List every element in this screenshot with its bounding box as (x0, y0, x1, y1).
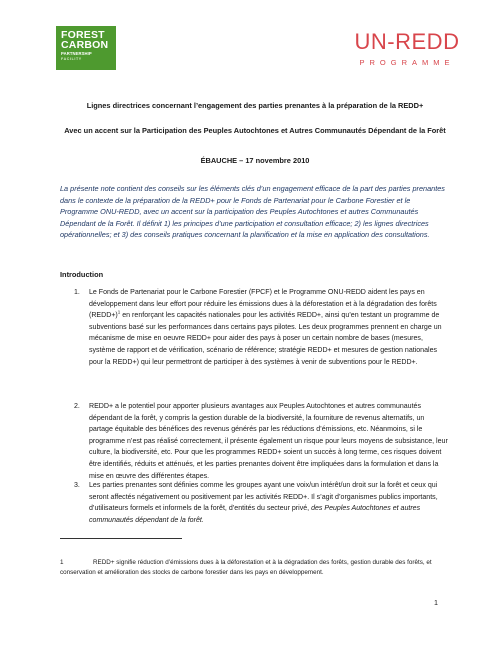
fcpf-logo-line2: CARBON (61, 39, 109, 51)
paragraph-text: REDD+ a le potentiel pour apporter plusieurs avantages aux Peuples Autochtones et autres communautés dépendant de la forêt, y compris la gestion durable de la biodiversité, la fourniture de revenus alternatifs, un partage équitable des bénéfices des revenus générés par les réductions d’émissions, etc. Néanmoins, si le programme n’est pas réalisé correctement, il présente également un risque pour leurs moyens de subsistance, leur culture, la biodiversité, etc. Pour que les programmes REDD+ soient un succès à long terme, ces risques doivent être identifiés, réduits et atténués, et les parties prenantes doivent être impliquées dans la formulation et dans la mise en œuvre des différentes étapes. (89, 403, 448, 480)
fcpf-logo (56, 26, 116, 70)
footnote-number: 1 (60, 559, 64, 566)
paragraph-text (89, 480, 448, 526)
fcpf-logo-line1: FOREST (61, 29, 105, 41)
document-subtitle: Avec un accent sur la Participation des Peuples Autochtones et Autres Communautés Dépendant de la Forêt (64, 126, 446, 135)
paragraph-text-part: Le Fonds de Partenariat pour le Carbone Forestier (FPCF) et le Programme ONU-REDD aident les pays en développement dans leur effort pour réduire les émissions dues à la déforestation et à la dégradation des forêts (REDD+) (89, 289, 437, 320)
paragraph-text-part: en renforçant les capacités nationales pour les activités REDD+, ainsi qu’en testant un programme de subventions basé sur les performances dans certains pays pilotes. Les deux programmes prennent en charge un mécanisme de mise en oeuvre REDD+ pour aider des pays à poser un certain nombre de bases (mesures, système de rapport et de vérification, scénario de référence; stratégie REDD+ et mesures de gestion nationales pour la REDD+) qui leur permettront de participer à des systèmes à venir de subventions pour le REDD+. (89, 312, 442, 366)
paragraph-text (89, 287, 448, 368)
fcpf-logo-line3: PARTNERSHIP (61, 51, 92, 56)
intro-note: La présente note contient des conseils sur les éléments clés d’un engagement efficace de la part des parties prenantes dans le contexte de la préparation de la REDD+ pour le Fonds de Partenariat pour le Carbone Forestier et le Programme ONU-REDD, avec un accent sur la participation des Peuples Autochtones et autres Communautés Dépendant de la Forêt. Il définit 1) les principes d’une participation et consultation efficace; 2) les lignes directrices opérationnelles; et 3) des conseils pratiques concernant la planification et la mise en application des consultations. (60, 184, 445, 240)
footnote-divider (60, 538, 182, 539)
draft-date: ÉBAUCHE – 17 novembre 2010 (200, 156, 310, 165)
paragraph-number: 2. (74, 403, 80, 410)
paragraph-number: 1. (74, 289, 80, 296)
page-number: 1 (434, 598, 438, 607)
document-title: Lignes directrices concernant l’engagement des parties prenantes à la préparation de la REDD+ (86, 101, 424, 110)
footnote-text: REDD+ signifie réduction d’émissions dues à la déforestation et à la dégradation des forêts, gestion durable des forêts, et conservation et amélioration des stocks de carbone forestier dans les pays en développement. (60, 559, 432, 576)
unredd-logo-title: UN-REDD (354, 29, 460, 54)
footnote-reference[interactable]: 1 (117, 309, 121, 315)
paragraph-number: 3. (74, 482, 80, 489)
section-heading-introduction: Introduction (60, 270, 104, 279)
footnote (60, 558, 450, 577)
paragraph-text-italic: des Peuples Autochtones et autres communautés dépendant de la forêt. (89, 505, 421, 524)
unredd-logo-subtitle: PROGRAMME (359, 58, 455, 67)
fcpf-logo-line4: FACILITY (61, 57, 82, 61)
paragraph-text-part: Les parties prenantes sont définies comme les groupes ayant une voix/un intérêt/un droit sur la forêt et ceux qui seront affectés négativement ou positivement par les activités REDD+. Il s’agit d’organismes publics importants, d’utilisateurs formels et informels de la forêt, d’entités du secteur privé, (89, 482, 438, 513)
